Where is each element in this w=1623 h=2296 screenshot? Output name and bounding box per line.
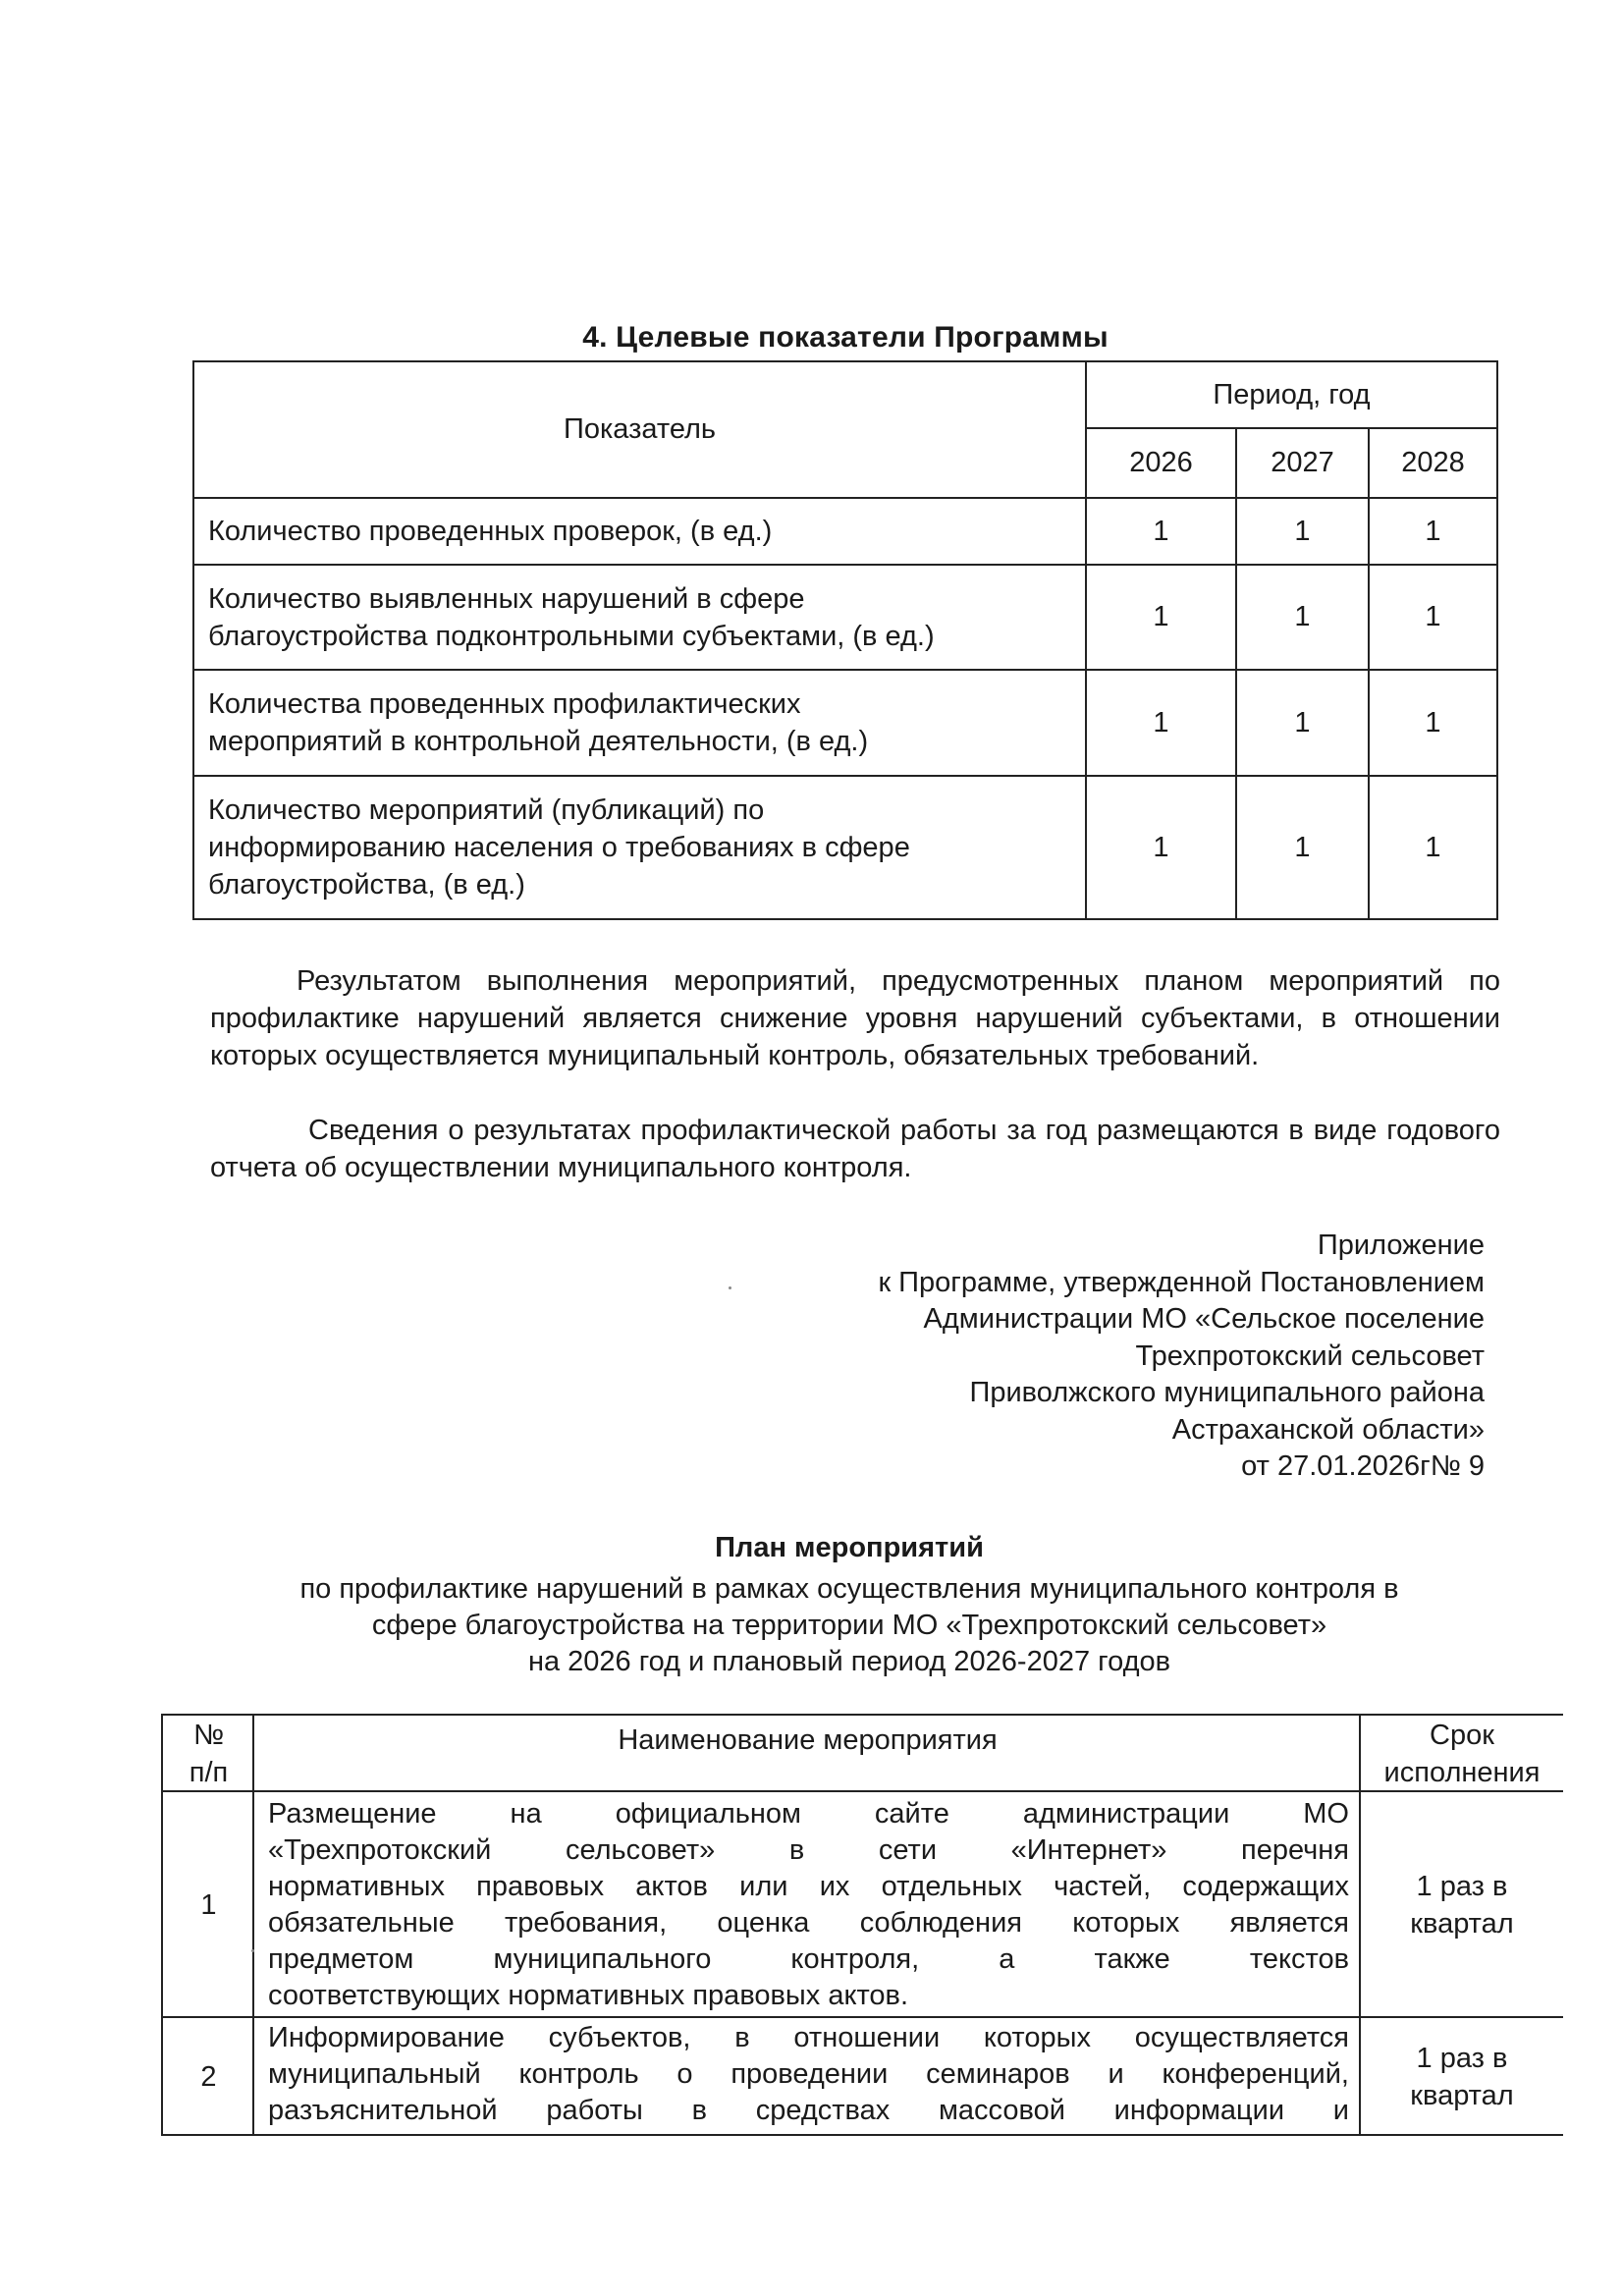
deadline-line: 1 раз в (1416, 1871, 1508, 1902)
plan-row-number: 1 (161, 1790, 254, 2018)
plan-text-line: соответствующих нормативных правовых актов. (268, 1980, 909, 2011)
indicator-value: 1 (1368, 497, 1498, 566)
header-number (161, 1714, 254, 1792)
plan-text-line: Размещение на официальном сайте администрации МО (268, 1798, 1349, 1830)
header-name: Наименование мероприятия (252, 1714, 1361, 1792)
plan-text-line: Информирование субъектов, в отношении которых осуществляется (268, 2022, 1349, 2053)
indicator-value: 1 (1235, 497, 1370, 566)
plan-row-text (252, 2016, 1361, 2136)
appendix-line: к Программе, утвержденной Постановлением (878, 1266, 1485, 1298)
indicator-value: 1 (1235, 564, 1370, 671)
header-year-2028: 2028 (1368, 427, 1498, 499)
label-line: Количество выявленных нарушений в сфере (208, 582, 805, 615)
indicator-value: 1 (1085, 497, 1237, 566)
header-deadline-line: исполнения (1383, 1757, 1541, 1788)
label-line: Количество мероприятий (публикаций) по (208, 794, 765, 826)
indicators-table (192, 360, 1498, 920)
deadline-line: 1 раз в (1416, 2043, 1508, 2074)
deadline-line: квартал (1410, 1908, 1514, 1940)
plan-subtitle-line: на 2026 год и плановый период 2026-2027 годов (527, 1646, 1171, 1677)
plan-table (161, 1714, 1563, 2136)
scan-speck (251, 1949, 254, 1952)
plan-text-line: нормативных правовых актов или их отдельных частей, содержащих (268, 1871, 1349, 1902)
appendix-line: от 27.01.2026г№ 9 (1241, 1450, 1485, 1482)
header-indicator: Показатель (192, 360, 1087, 499)
deadline-line: квартал (1410, 2080, 1514, 2111)
plan-row-number: 2 (161, 2016, 254, 2136)
result-paragraph: Результатом выполнения мероприятий, предусмотренных планом мероприятий по профилактике нарушений является снижение уровня нарушений субъектами, в отношении которых осуществляется муниципальный контроль, обязательных требований. (210, 965, 1500, 1071)
appendix-line: Приложение (1317, 1230, 1485, 1261)
section-title: 4. Целевые показатели Программы (582, 321, 1109, 354)
plan-text-line: предметом муниципального контроля, а также текстов (268, 1943, 1349, 1975)
indicator-value: 1 (1368, 564, 1498, 671)
indicator-value: 1 (1085, 775, 1237, 920)
label-line: Количества проведенных профилактических (208, 688, 801, 720)
scan-speck (729, 1286, 731, 1289)
plan-subtitle-line: по профилактике нарушений в рамках осуществления муниципального контроля в (299, 1573, 1399, 1605)
appendix-line: Приволжского муниципального района (969, 1377, 1485, 1408)
plan-text-line: «Трехпротокский сельсовет» в сети «Интернет» перечня (268, 1834, 1349, 1866)
report-paragraph: Сведения о результатах профилактической работы за год размещаются в виде годового отчета об осуществлении муниципального контроля. (210, 1115, 1500, 1183)
plan-title: План мероприятий (715, 1532, 984, 1563)
indicator-row-label: Количество проведенных проверок, (в ед.) (192, 497, 1087, 566)
header-deadline (1359, 1714, 1563, 1792)
appendix-block (687, 1228, 1485, 1486)
label-line: мероприятий в контрольной деятельности, (в ед.) (208, 726, 869, 757)
indicator-row-label (192, 775, 1087, 920)
indicator-value: 1 (1085, 564, 1237, 671)
header-deadline-line: Срок (1430, 1720, 1494, 1751)
plan-text-line: разъяснительной работы в средствах массовой информации и (268, 2095, 1349, 2126)
appendix-line: Трехпротокский сельсовет (1135, 1339, 1485, 1372)
header-period: Период, год (1085, 360, 1498, 429)
appendix-line: Администрации МО «Сельское поселение (923, 1303, 1485, 1335)
label-line: благоустройства подконтрольными субъектами, (в ед.) (208, 620, 935, 652)
header-year-2026: 2026 (1085, 427, 1237, 499)
plan-row-deadline (1359, 2016, 1563, 2136)
header-number-line: № (192, 1720, 225, 1751)
plan-text-line: муниципальный контроль о проведении семинаров и конференций, (268, 2058, 1349, 2090)
indicator-row-label (192, 669, 1087, 777)
table-bottom-border (161, 2134, 1563, 2136)
header-year-2027: 2027 (1235, 427, 1370, 499)
indicator-value: 1 (1235, 669, 1370, 777)
indicator-value: 1 (1368, 669, 1498, 777)
header-number-line: п/п (189, 1757, 229, 1788)
plan-row-deadline (1359, 1790, 1563, 2018)
indicator-value: 1 (1235, 775, 1370, 920)
indicator-value: 1 (1368, 775, 1498, 920)
plan-subtitle (147, 1571, 1551, 1680)
plan-text-line: обязательные требования, оценка соблюдения которых является (268, 1907, 1349, 1939)
indicator-value: 1 (1085, 669, 1237, 777)
label-line: благоустройства, (в ед.) (208, 869, 525, 901)
plan-row-text (252, 1790, 1361, 2018)
indicator-row-label (192, 564, 1087, 671)
appendix-line: Астраханской области» (1171, 1413, 1485, 1446)
plan-subtitle-line: сфере благоустройства на территории МО «Трехпротокский сельсовет» (371, 1610, 1327, 1641)
label-line: информированию населения о требованиях в сфере (208, 832, 910, 863)
